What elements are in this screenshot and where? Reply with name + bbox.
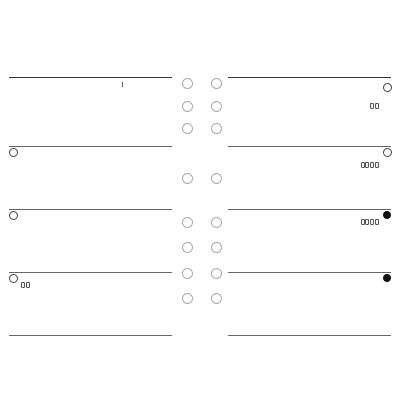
holiday-chip [370, 219, 374, 225]
mini-calendar [118, 82, 135, 87]
mini-calendar-grid [118, 82, 135, 87]
binder-hole [211, 173, 222, 184]
holiday-chips [361, 162, 379, 168]
day-number-4 [383, 274, 391, 282]
binder-hole [211, 123, 222, 134]
holiday-chip [370, 103, 374, 109]
day-rule [9, 272, 172, 273]
day-rule [9, 209, 172, 210]
bottom-rule [228, 335, 391, 336]
day-rule [228, 146, 391, 147]
binder-hole [211, 268, 222, 279]
holiday-chip [375, 103, 379, 109]
binder-hole [211, 101, 222, 112]
holiday-chip [21, 282, 25, 288]
holiday-chip [370, 162, 374, 168]
left-header-rule [9, 77, 172, 78]
day-rule [228, 209, 391, 210]
day-number-1 [383, 83, 392, 92]
day-rule [9, 146, 172, 147]
binder-hole [211, 78, 222, 89]
binder-hole [182, 242, 193, 253]
binder-hole [182, 217, 193, 228]
binder-hole [182, 173, 193, 184]
holiday-chip [361, 219, 365, 225]
holiday-chips [21, 282, 30, 288]
holiday-chip [26, 282, 30, 288]
holiday-chip [361, 162, 365, 168]
bottom-rule [9, 335, 172, 336]
day-number-2 [383, 148, 392, 157]
binder-hole [182, 123, 193, 134]
binder-hole [182, 293, 193, 304]
holiday-chip [365, 219, 369, 225]
holiday-chips [361, 219, 379, 225]
binder-hole [211, 217, 222, 228]
binder-hole [182, 101, 193, 112]
holiday-chips [370, 103, 379, 109]
holiday-chip [375, 219, 379, 225]
day-number-3 [383, 211, 391, 219]
day-number-31 [9, 274, 18, 283]
holiday-chip [365, 162, 369, 168]
day-number-29 [9, 148, 18, 157]
day-rule [228, 272, 391, 273]
binder-hole [182, 268, 193, 279]
day-number-30 [9, 211, 18, 220]
holiday-chip [375, 162, 379, 168]
binder-hole [211, 242, 222, 253]
binder-hole [211, 293, 222, 304]
right-header-rule [228, 77, 391, 78]
mini-calendar-week-num [133, 82, 135, 87]
binder-hole [182, 78, 193, 89]
